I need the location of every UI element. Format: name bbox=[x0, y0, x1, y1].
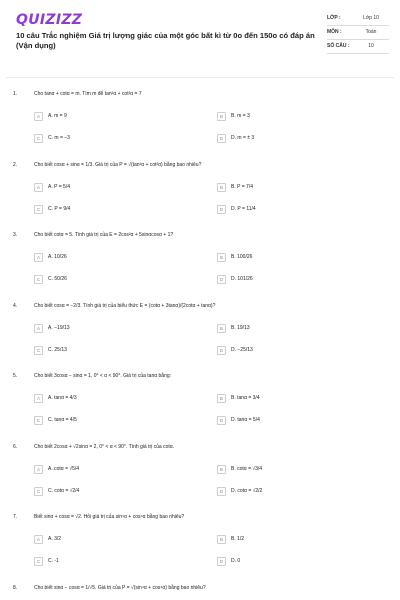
option-letter-box: B bbox=[217, 183, 226, 192]
option-letter-box: D bbox=[217, 346, 226, 355]
question-number: 7. bbox=[13, 514, 18, 520]
meta-label: MÔN : bbox=[327, 25, 353, 39]
option-text: D. cotα = √2/2 bbox=[231, 487, 263, 494]
option-text: B. 1/2 bbox=[231, 536, 245, 542]
question-text: Cho biết cotα = 5. Tính giá trị của E = 2cos²α + 5sinαcosα + 1? bbox=[34, 232, 174, 238]
answer-option-c[interactable] bbox=[34, 205, 194, 215]
header-divider bbox=[6, 77, 394, 78]
quizizz-logo: QUIZIZZ bbox=[16, 12, 83, 28]
option-letter-box: D bbox=[217, 487, 226, 496]
meta-label: SỐ CÂU : bbox=[327, 39, 353, 53]
option-letter-box: A bbox=[34, 465, 43, 474]
answer-option-d[interactable] bbox=[217, 275, 377, 285]
meta-label: LỚP : bbox=[327, 11, 353, 25]
question-text: Cho biết cosα = −2/3. Tính giá trị của biểu thức E = (cotα + 3tanα)/(2cotα + tanα)? bbox=[34, 302, 216, 309]
option-letter-box: B bbox=[217, 112, 226, 121]
option-letter-box: C bbox=[34, 487, 43, 496]
answer-option-b[interactable] bbox=[217, 394, 377, 404]
meta-value: 10 bbox=[353, 39, 389, 53]
option-text: B. tanα = 3/4 bbox=[231, 395, 260, 401]
option-letter-box: B bbox=[217, 253, 226, 262]
answer-option-d[interactable] bbox=[217, 487, 377, 497]
question-text: Cho biết 3cosα − sinα = 1, 0° < α < 90°. Giá trị của tanα bằng: bbox=[34, 373, 172, 379]
option-text: A. P = 5/4 bbox=[48, 183, 71, 190]
option-text: D. tanα = 5/4 bbox=[231, 417, 260, 423]
question-number: 5. bbox=[13, 373, 18, 379]
meta-row-subject bbox=[327, 25, 389, 39]
option-text: B. cotα = √3/4 bbox=[231, 465, 263, 472]
question-item bbox=[0, 514, 400, 588]
option-letter-box: B bbox=[217, 465, 226, 474]
question-number: 1. bbox=[13, 91, 18, 97]
option-letter-box: B bbox=[217, 535, 226, 544]
option-letter-box: A bbox=[34, 183, 43, 192]
answer-option-b[interactable] bbox=[217, 535, 377, 545]
answer-option-a[interactable] bbox=[34, 183, 194, 193]
answer-option-a[interactable] bbox=[34, 324, 194, 334]
option-text: B. 19/13 bbox=[231, 324, 250, 331]
option-text: A. 10/26 bbox=[48, 254, 67, 260]
question-item bbox=[0, 232, 400, 306]
option-letter-box: C bbox=[34, 557, 43, 566]
question-item bbox=[0, 585, 400, 600]
answer-option-b[interactable] bbox=[217, 183, 377, 193]
option-letter-box: D bbox=[217, 134, 226, 143]
option-text: C. P = 9/4 bbox=[48, 205, 71, 212]
question-number: 6. bbox=[13, 443, 18, 450]
question-item bbox=[0, 303, 400, 377]
option-text: A. cotα = √5/4 bbox=[48, 465, 80, 472]
answer-option-d[interactable] bbox=[217, 416, 377, 426]
option-letter-box: D bbox=[217, 275, 226, 284]
option-text: D. m = ± 3 bbox=[231, 135, 255, 141]
answer-option-c[interactable] bbox=[34, 557, 194, 567]
question-number: 8. bbox=[13, 584, 18, 591]
question-item bbox=[0, 444, 400, 518]
answer-option-b[interactable] bbox=[217, 112, 377, 122]
question-text: Cho biết sinα − cosα = 1/√5. Giá trị của P = √(sin⁴α + cos⁴α) bằng bao nhiêu? bbox=[34, 584, 206, 591]
option-letter-box: C bbox=[34, 134, 43, 143]
question-text: Cho biết cosα + sinα = 1/3. Giá trị của P = √(tan²α + cot²α) bằng bao nhiêu? bbox=[34, 161, 202, 168]
option-text: B. 100/26 bbox=[231, 254, 253, 260]
answer-option-a[interactable] bbox=[34, 465, 194, 475]
option-letter-box: A bbox=[34, 112, 43, 121]
option-letter-box: A bbox=[34, 324, 43, 333]
option-letter-box: C bbox=[34, 275, 43, 284]
option-text: D. P = 11/4 bbox=[231, 205, 256, 212]
answer-option-a[interactable] bbox=[34, 535, 194, 545]
option-text: D. 101/26 bbox=[231, 276, 253, 282]
answer-option-d[interactable] bbox=[217, 205, 377, 215]
option-text: C. 25/13 bbox=[48, 346, 67, 353]
meta-value: Lớp 10 bbox=[353, 11, 389, 25]
option-text: C. cotα = √2/4 bbox=[48, 487, 80, 494]
meta-row-count bbox=[327, 39, 389, 53]
option-letter-box: A bbox=[34, 394, 43, 403]
document-title: 10 câu Trắc nghiệm Giá trị lượng giác của một góc bất kì từ 0o đến 150o có đáp án (Vận dụng) bbox=[16, 31, 315, 50]
option-letter-box: C bbox=[34, 346, 43, 355]
answer-option-b[interactable] bbox=[217, 324, 377, 334]
option-text: C. m = −3 bbox=[48, 135, 70, 141]
option-letter-box: D bbox=[217, 205, 226, 214]
meta-table bbox=[327, 11, 389, 54]
question-item bbox=[0, 91, 400, 165]
answer-option-c[interactable] bbox=[34, 134, 194, 144]
option-text: A. −19/13 bbox=[48, 324, 70, 331]
answer-option-c[interactable] bbox=[34, 346, 194, 356]
option-text: B. P = 7/4 bbox=[231, 183, 254, 190]
question-number: 2. bbox=[13, 161, 18, 168]
question-text: Cho tanα + cotα = m. Tìm m để tan²α + cot²α = 7 bbox=[34, 91, 142, 97]
answer-option-c[interactable] bbox=[34, 487, 194, 497]
answer-option-c[interactable] bbox=[34, 275, 194, 285]
option-letter-box: C bbox=[34, 416, 43, 425]
option-text: A. m = 9 bbox=[48, 113, 67, 119]
option-letter-box: D bbox=[217, 557, 226, 566]
option-text: D. 0 bbox=[231, 558, 241, 564]
option-text: C. -1 bbox=[48, 558, 59, 564]
option-letter-box: A bbox=[34, 535, 43, 544]
question-item bbox=[0, 373, 400, 447]
option-letter-box: A bbox=[34, 253, 43, 262]
answer-option-b[interactable] bbox=[217, 253, 377, 263]
meta-value: Toán bbox=[353, 25, 389, 39]
question-text: Cho biết 2cosα + √2sinα = 2, 0° < α < 90°. Tính giá trị của cotα. bbox=[34, 443, 175, 450]
answer-option-b[interactable] bbox=[217, 465, 377, 475]
option-letter-box: B bbox=[217, 394, 226, 403]
option-text: C. 50/26 bbox=[48, 276, 67, 282]
answer-option-a[interactable] bbox=[34, 112, 194, 122]
option-text: B. m = 3 bbox=[231, 113, 250, 119]
answer-option-d[interactable] bbox=[217, 134, 377, 144]
question-text: Biết sinα + cosα = √2. Hỏi giá trị của sin⁴α + cos⁴α bằng bao nhiêu? bbox=[34, 514, 185, 520]
question-number: 4. bbox=[13, 302, 18, 309]
answer-option-a[interactable] bbox=[34, 394, 194, 404]
answer-option-a[interactable] bbox=[34, 253, 194, 263]
option-letter-box: D bbox=[217, 416, 226, 425]
header bbox=[0, 0, 400, 72]
option-text: C. tanα = 4/5 bbox=[48, 417, 77, 423]
option-text: A. tanα = 4/3 bbox=[48, 395, 77, 401]
answer-option-d[interactable] bbox=[217, 557, 377, 567]
option-text: D. −25/13 bbox=[231, 346, 253, 353]
question-number: 3. bbox=[13, 232, 18, 238]
meta-row-class bbox=[327, 11, 389, 25]
answer-option-d[interactable] bbox=[217, 346, 377, 356]
option-letter-box: C bbox=[34, 205, 43, 214]
question-item bbox=[0, 162, 400, 236]
option-letter-box: B bbox=[217, 324, 226, 333]
option-text: A. 3/2 bbox=[48, 536, 62, 542]
answer-option-c[interactable] bbox=[34, 416, 194, 426]
